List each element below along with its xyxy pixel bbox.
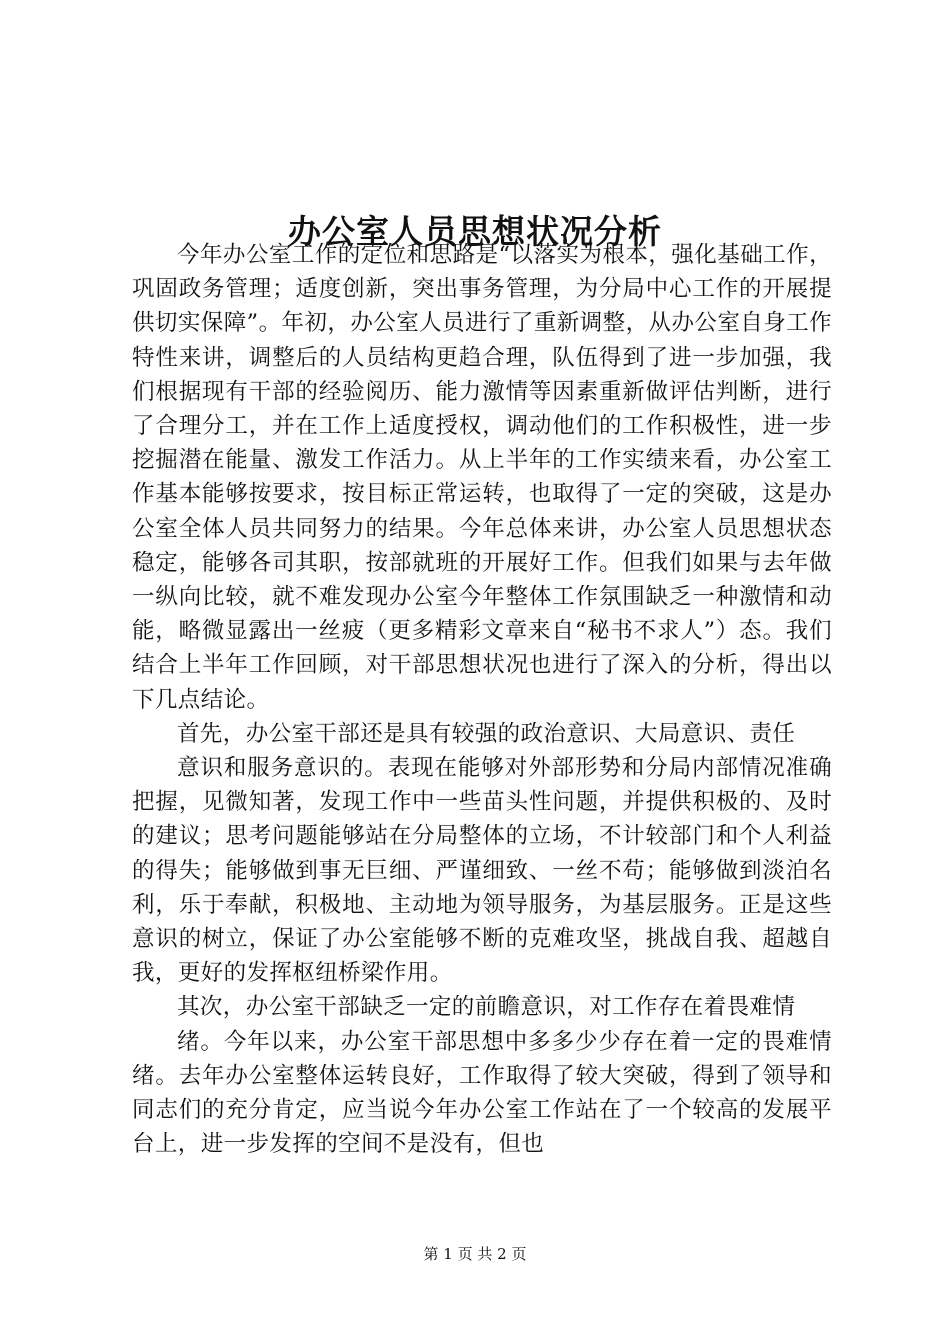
paragraph: 首先，办公室干部还是具有较强的政治意识、大局意识、责任 [177,720,796,747]
document-body [132,238,832,1161]
document-title: 办公室人员思想状况分析 [288,212,662,252]
paragraph: 绪。今年以来，办公室干部思想中多多少少存在着一定的畏难情绪。去年办公室整体运转良好，工作取得了较大突破，得到了领导和同志们的充分肯定，应当说今年办公室工作站在了一个较高的发展平台上，进一步发挥的空间不是没有，但也 [132,1028,832,1158]
paragraph: 其次，办公室干部缺乏一定的前瞻意识，对工作存在着畏难情 [177,994,796,1021]
page-footer: 第 1 页 共 2 页 [423,1245,527,1263]
paragraph: 意识和服务意识的。表现在能够对外部形势和分局内部情况准确把握，见微知著，发现工作中一些苗头性问题，并提供积极的、及时的建议；思考问题能够站在分局整体的立场，不计较部门和个人利益的得失；能够做到事无巨细、严谨细致、一丝不苟；能够做到淡泊名利，乐于奉献，积极地、主动地为领导服务，为基层服务。正是这些意识的树立，保证了办公室能够不断的克难攻坚，挑战自我、超越自我，更好的发挥枢纽桥梁作用。 [132,755,832,987]
paragraph: 今年办公室工作的定位和思路是“以落实为根本，强化基础工作，巩固政务管理；适度创新，突出事务管理，为分局中心工作的开展提供切实保障”。年初，办公室人员进行了重新调整，从办公室自身工作特性来讲，调整后的人员结构更趋合理，队伍得到了进一步加强，我们根据现有干部的经验阅历、能力激情等因素重新做评估判断，进行了合理分工，并在工作上适度授权，调动他们的工作积极性，进一步挖掘潜在能量、激发工作活力。从上半年的工作实绩来看，办公室工作基本能够按要求，按目标正常运转，也取得了一定的突破，这是办公室全体人员共同努力的结果。今年总体来讲，办公室人员思想状态稳定，能够各司其职，按部就班的开展好工作。但我们如果与去年做一纵向比较，就不难发现办公室今年整体工作氛围缺乏一种激情和动能，略微显露出一丝疲（更多精彩文章来自“秘书不求人”）态。我们结合上半年工作回顾，对干部思想状况也进行了深入的分析，得出以下几点结论。 [132,242,832,713]
